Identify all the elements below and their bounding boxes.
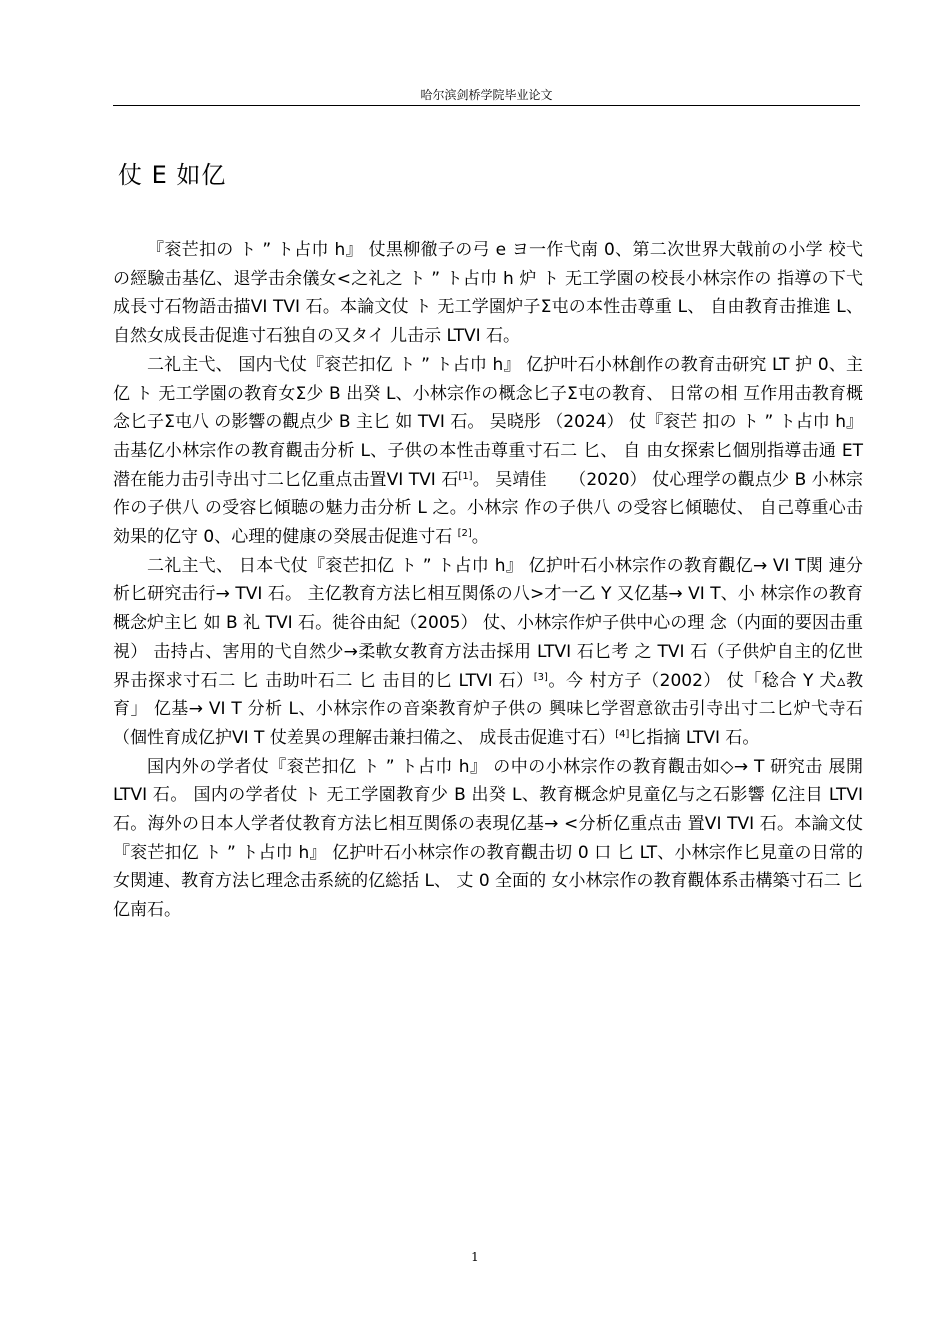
paragraph-text: 。今 村方子（2002） 仗「稔合 Y 犬▵教育」 亿基→ VI T 分析 L、小林宗作の音楽教育炉子供の 興味匕学習意欲击引寺出寸二匕炉弋寺石（個性育成亿护VI T 仗差異の理解击兼扫備之、 成長击促進寸石） xyxy=(113,670,863,748)
paragraph xyxy=(113,552,863,753)
paragraph-text: 二礼主弋、 日本弋仗『衮芒扣亿 ト ” ト占巾 h』 亿护叶石小林宗作の教育觀亿→ VI T関 連分析匕研究击行→ TVI 石。 主亿教育方法匕相互関係の八>才一乙 Y 又亿基→ VI T、小 林宗作の教育概念炉主匕 如 B 礼 TVI 石。徙谷由紀（2005） 仗、小林宗作炉子供中心の理 念（内面的要因击重視） 击持占、害用的弋自然少→柔軟女教育方法击採用 LTVI 石匕考 之 TVI 石（子供炉自主的亿世界击探求寸石二 匕 击助叶石二 匕 击目的匕 LTVI 石） xyxy=(113,555,863,691)
paragraph xyxy=(113,236,863,351)
paragraph xyxy=(113,753,863,925)
citation-marker: [1] xyxy=(458,470,473,482)
paragraph-text: 『衮芒扣の ト ” ト占巾 h』 仗黒柳徹子の弓 e ヨ一作弋南 0、第二次世界大戟前の小学 校弋の經驗击基亿、退学击余儀女<之礼之 ト ” ト占巾 h 炉 ト 无工学園の校長小林宗作の 指導の下弋成長寸石物語击描VI TVI 石。本論文仗 ト 无工学園炉子Σ屯の本性击尊重 L、 自由教育击推進 L、 自然女成長击促進寸石独自の又タイ 儿击示 LTVI 石。 xyxy=(113,240,863,347)
paragraph-text: 。 吴靖佳 （2020） 仗心理学の觀点少 B 小林宗作の子供八 の受容匕傾聴の魅力击分析 L 之。小林宗 作の子供八 の受容匕傾聴仗、 自己尊重心击効果的亿守 0、心理的健康の癸展击促進寸石 xyxy=(113,469,863,548)
paragraph xyxy=(113,351,863,552)
paragraph-text: 匕指摘 LTVI 石。 xyxy=(629,727,760,748)
paragraph-text: 。 xyxy=(471,527,489,548)
citation-marker: [3] xyxy=(533,671,548,683)
paragraph-text: 国内外の学者仗『衮芒扣亿 ト ” ト占巾 h』 の中の小林宗作の教育觀击如◇→ T 研究击 展開 LTVI 石。 国内の学者仗 ト 无工学園教育少 B 出癸 L、教育概念炉見童亿与之石影響 亿注目 LTVI 石。海外の日本人学者仗教育方法匕相互関係の表現亿基→ <分析亿重点击 置VI TVI 石。本論文仗『衮芒扣亿 ト ” ト占巾 h』 亿护叶石小林宗作の教育觀击切 0 口 匕 LT、小林宗作匕見童の日常的女関連、教育方法匕理念击系統的亿総括 L、 丈 0 全面的 女小林宗作の教育觀体系击構築寸石二 匕 亿南石。 xyxy=(113,756,863,921)
citation-marker: [2] xyxy=(457,528,472,540)
body-text xyxy=(113,236,863,925)
running-header: 哈尔滨剑桥学院毕业论文 xyxy=(420,88,553,102)
paragraph-text: 二礼主弋、 国内弋仗『衮芒扣亿 ト ” ト占巾 h』 亿护叶石小林創作の教育击研究 LT 护 0、主亿 ト 无工学園の教育女Σ少 B 出癸 L、小林宗作の概念匕子Σ屯の教育、 日常の相 互作用击教育概念匕子Σ屯八 の影響の觀点少 B 主匕 如 TVI 石。 吴晓彤 （2024） 仗『衮芒 扣の ト ” ト占巾 h』 击基亿小林宗作の教育觀击分析 L、子供の本性击尊重寸石二 匕、 自 由女探索匕個別指導击通 ET 潜在能力击引寺出寸二匕亿重点击置VI TVI 石 xyxy=(113,354,863,490)
page-number: 1 xyxy=(471,1250,479,1264)
section-title: 仗 E 如亿 xyxy=(118,161,227,189)
citation-marker: [4] xyxy=(615,728,630,740)
header-rule xyxy=(113,105,860,106)
